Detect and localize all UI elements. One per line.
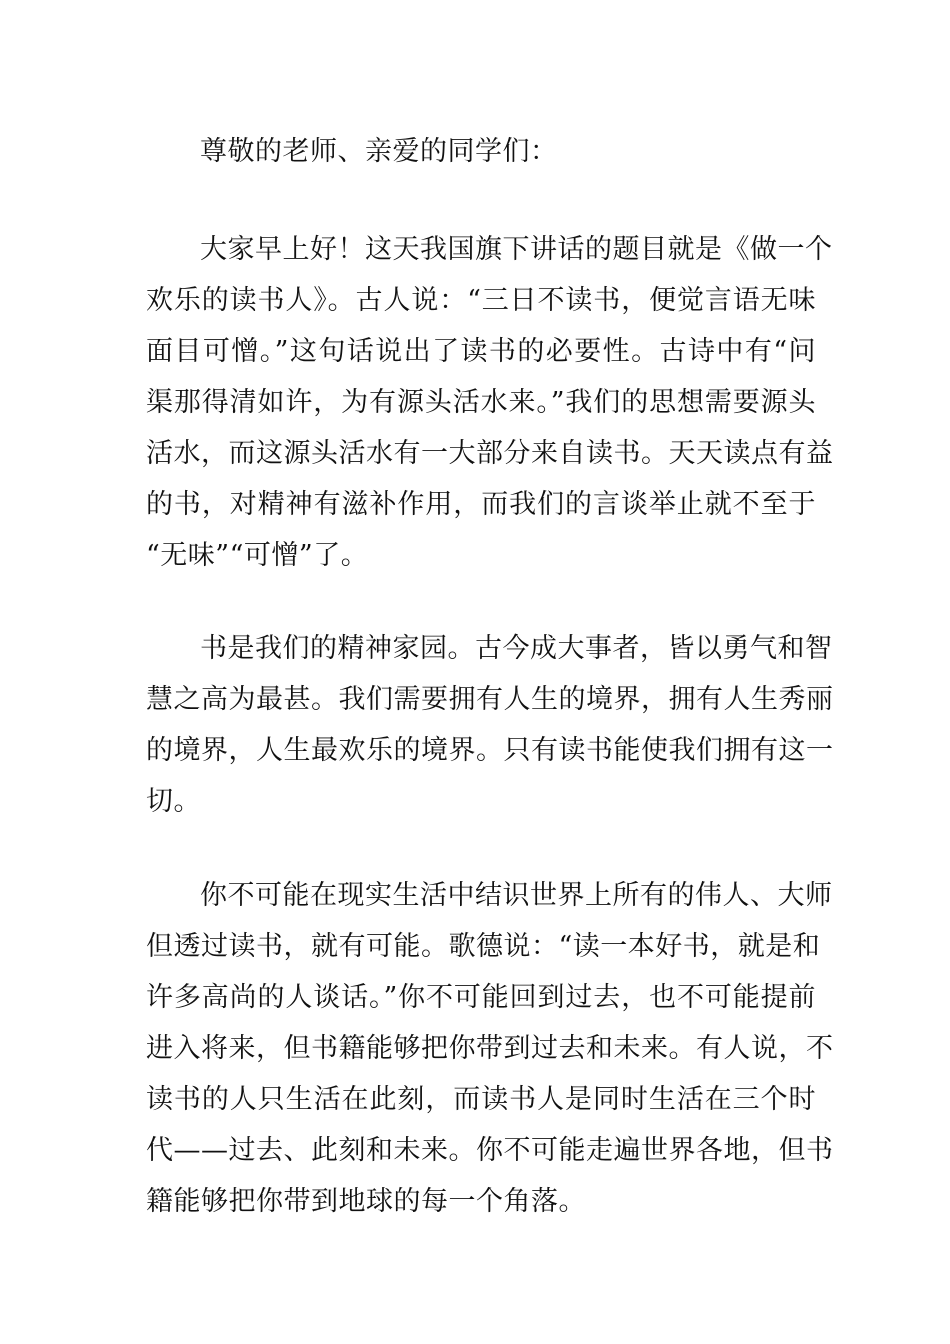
paragraph-line: 但透过读书，就有可能。歌德说：“读一本好书，就是和 [146, 931, 821, 962]
paragraph-line: “无味”“可憎”了。 [146, 540, 369, 571]
paragraph-line: 代——过去、此刻和未来。你不可能走遍世界各地，但书 [146, 1135, 834, 1166]
paragraph-line: 慧之高为最甚。我们需要拥有人生的境界，拥有人生秀丽 [146, 684, 834, 715]
paragraph-line: 的境界，人生最欢乐的境界。只有读书能使我们拥有这一 [146, 735, 834, 766]
paragraph-line: 读书的人只生活在此刻，而读书人是同时生活在三个时 [146, 1084, 816, 1115]
salutation: 尊敬的老师、亲爱的同学们： [200, 136, 558, 167]
paragraph-line: 面目可憎。”这句话说出了读书的必要性。古诗中有“问 [146, 336, 816, 367]
paragraph-line: 大家早上好！这天我国旗下讲话的题目就是《做一个 [200, 234, 833, 265]
paragraph-line: 籍能够把你带到地球的每一个角落。 [146, 1186, 586, 1217]
paragraph-line: 渠那得清如许，为有源头活水来。”我们的思想需要源头 [146, 387, 816, 418]
paragraph-line: 的书，对精神有滋补作用，而我们的言谈举止就不至于 [146, 489, 816, 520]
paragraph-line: 你不可能在现实生活中结识世界上所有的伟人、大师 [200, 880, 833, 911]
paragraph-line: 书是我们的精神家园。古今成大事者，皆以勇气和智 [200, 633, 833, 664]
paragraph-line: 活水，而这源头活水有一大部分来自读书。天天读点有益 [146, 438, 834, 469]
paragraph-line: 切。 [146, 786, 201, 817]
paragraph-line: 许多高尚的人谈话。”你不可能回到过去，也不可能提前 [146, 982, 816, 1013]
paragraph-line: 欢乐的读书人》。古人说：“三日不读书，便觉言语无味 [146, 285, 816, 316]
paragraph-line: 进入将来，但书籍能够把你带到过去和未来。有人说，不 [146, 1033, 834, 1064]
